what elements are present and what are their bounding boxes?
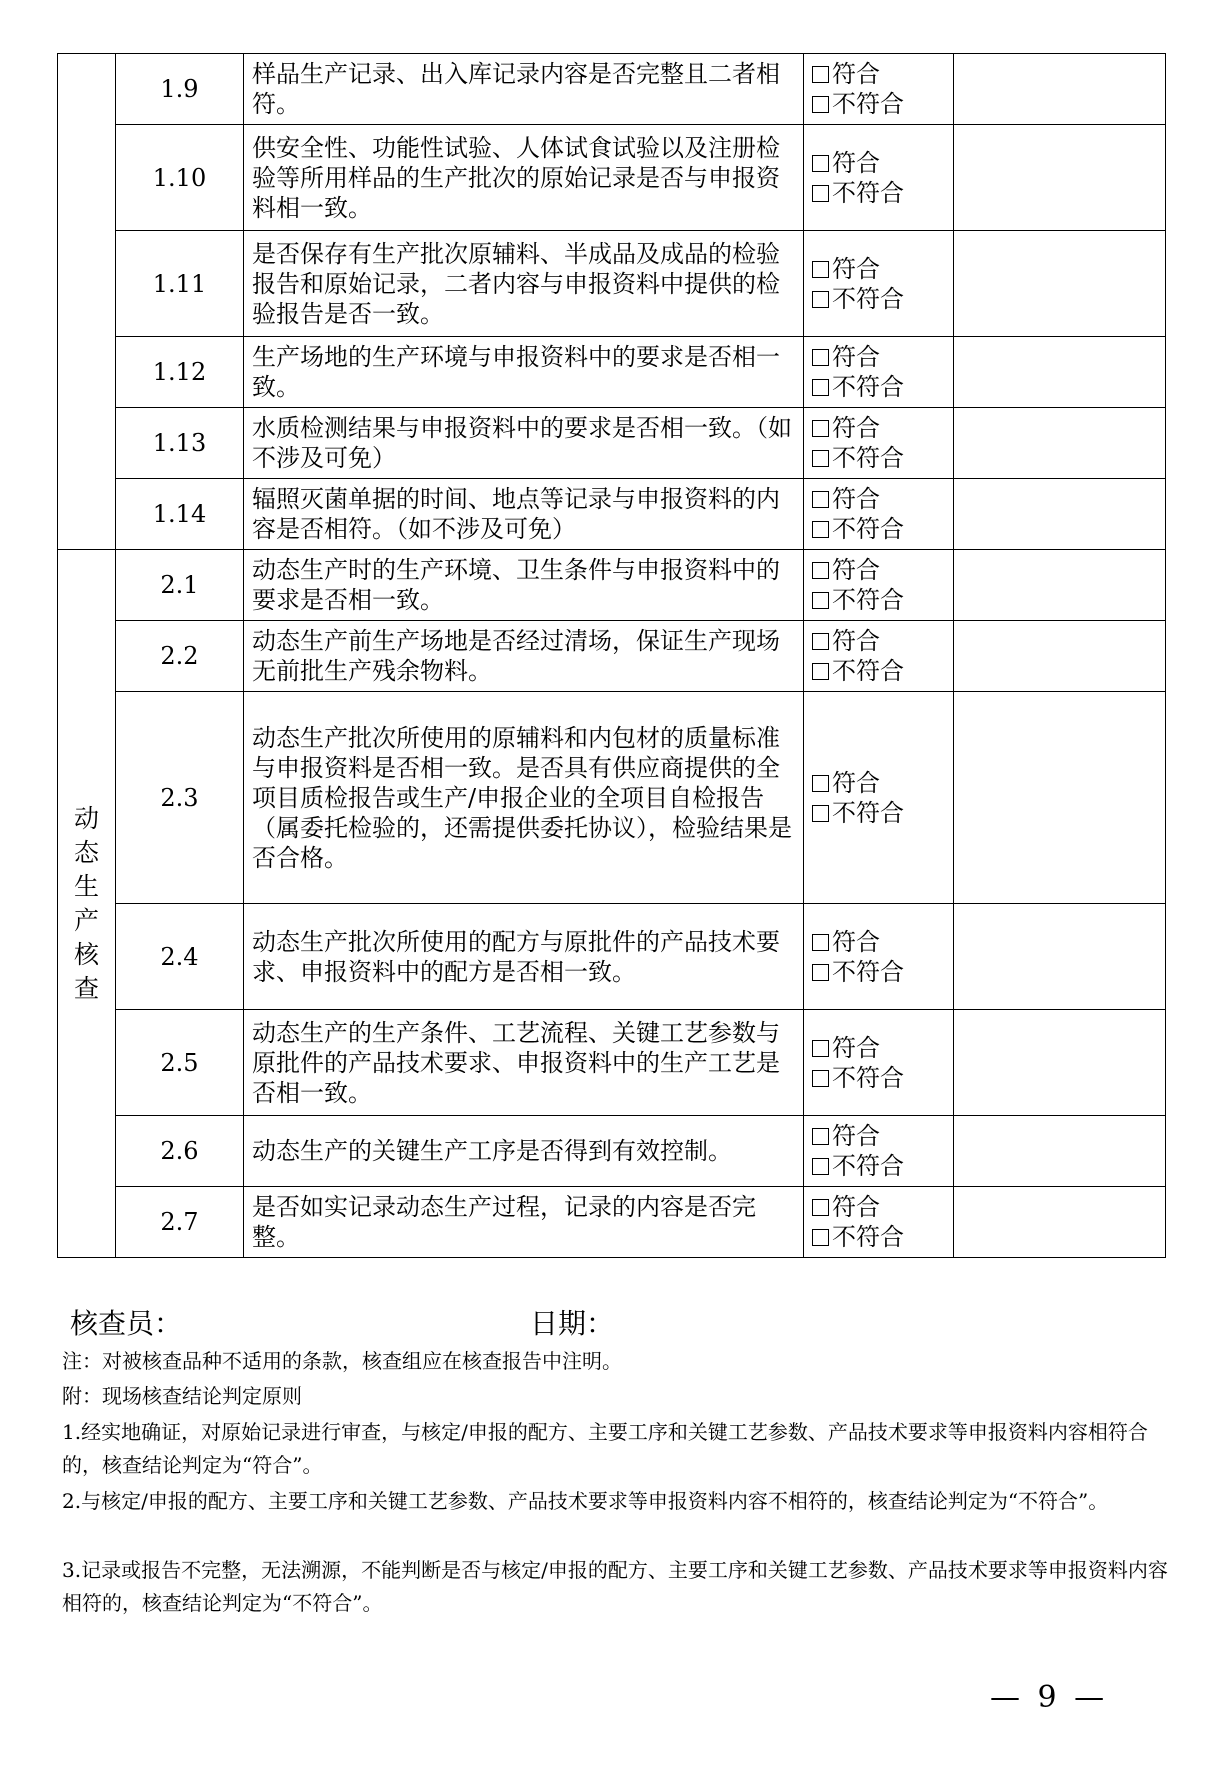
item-description: 动态生产的生产条件、工艺流程、关键工艺参数与原批件的产品技术要求、申报资料中的生产工艺是否相一致。 — [244, 1010, 804, 1116]
result-options — [804, 550, 954, 621]
item-description: 是否如实记录动态生产过程，记录的内容是否完整。 — [244, 1187, 804, 1258]
nonconform-checkbox[interactable] — [812, 372, 945, 402]
conform-checkbox[interactable] — [812, 59, 945, 89]
table-row — [58, 479, 1166, 550]
table-row — [58, 408, 1166, 479]
result-options — [804, 1187, 954, 1258]
checkbox-square-icon[interactable] — [812, 291, 829, 308]
note-5: 3.记录或报告不完整，无法溯源，不能判断是否与核定/申报的配方、主要工序和关键工艺参数、产品技术要求等申报资料内容相符的，核查结论判定为“不符合”。 — [62, 1558, 1168, 1615]
result-options — [804, 904, 954, 1010]
checkbox-square-icon[interactable] — [812, 1040, 829, 1057]
remark-cell[interactable] — [954, 231, 1166, 337]
checkbox-square-icon[interactable] — [812, 775, 829, 792]
checkbox-square-icon[interactable] — [812, 155, 829, 172]
section-2-title — [58, 550, 116, 1258]
result-options — [804, 408, 954, 479]
checkbox-square-icon[interactable] — [812, 1199, 829, 1216]
nonconform-label: 不符合 — [832, 586, 904, 614]
section-2-vertical-text — [74, 802, 100, 1006]
nonconform-label: 不符合 — [832, 90, 904, 118]
checkbox-square-icon[interactable] — [812, 261, 829, 278]
item-number: 1.10 — [116, 125, 244, 231]
result-options — [804, 125, 954, 231]
remark-cell[interactable] — [954, 408, 1166, 479]
item-description: 动态生产时的生产环境、卫生条件与申报资料中的要求是否相一致。 — [244, 550, 804, 621]
section-2-char: 产 — [73, 905, 99, 935]
remark-cell[interactable] — [954, 54, 1166, 125]
note-1: 注：对被核查品种不适用的条款，核查组应在核查报告中注明。 — [62, 1349, 622, 1373]
nonconform-checkbox[interactable] — [812, 1063, 945, 1093]
checkbox-square-icon[interactable] — [812, 521, 829, 538]
section-2-char: 态 — [73, 837, 99, 867]
item-description: 生产场地的生产环境与申报资料中的要求是否相一致。 — [244, 337, 804, 408]
inspector-label: 核查员： — [70, 1307, 183, 1340]
checkbox-square-icon[interactable] — [812, 562, 829, 579]
conform-checkbox[interactable] — [812, 555, 945, 585]
nonconform-label: 不符合 — [832, 373, 904, 401]
nonconform-label: 不符合 — [832, 1223, 904, 1251]
nonconform-checkbox[interactable] — [812, 514, 945, 544]
checkbox-square-icon[interactable] — [812, 934, 829, 951]
item-description: 动态生产前生产场地是否经过清场，保证生产现场无前批生产残余物料。 — [244, 621, 804, 692]
note-4: 2.与核定/申报的配方、主要工序和关键工艺参数、产品技术要求等申报资料内容不相符的，核查结论判定为“不符合”。 — [62, 1489, 1109, 1513]
remark-cell[interactable] — [954, 621, 1166, 692]
item-description: 动态生产批次所使用的原辅料和内包材的质量标准与申报资料是否相一致。是否具有供应商提供的全项目质检报告或生产/申报企业的全项目自检报告（属委托检验的，还需提供委托协议），检验结果是否合格。 — [244, 692, 804, 904]
item-description: 水质检测结果与申报资料中的要求是否相一致。（如不涉及可免） — [244, 408, 804, 479]
table-row — [58, 692, 1166, 904]
table-row — [58, 54, 1166, 125]
conform-checkbox[interactable] — [812, 342, 945, 372]
remark-cell[interactable] — [954, 1187, 1166, 1258]
nonconform-checkbox[interactable] — [812, 284, 945, 314]
checkbox-square-icon[interactable] — [812, 633, 829, 650]
conform-checkbox[interactable] — [812, 1192, 945, 1222]
nonconform-checkbox[interactable] — [812, 957, 945, 987]
item-number: 2.3 — [116, 692, 244, 904]
item-description: 动态生产批次所使用的配方与原批件的产品技术要求、申报资料中的配方是否相一致。 — [244, 904, 804, 1010]
conform-label: 符合 — [832, 60, 880, 88]
conform-label: 符合 — [832, 627, 880, 655]
checkbox-square-icon[interactable] — [812, 592, 829, 609]
result-options — [804, 231, 954, 337]
checkbox-square-icon[interactable] — [812, 663, 829, 680]
conform-label: 符合 — [832, 485, 880, 513]
result-options — [804, 1010, 954, 1116]
checkbox-square-icon[interactable] — [812, 805, 829, 822]
checkbox-square-icon[interactable] — [812, 1158, 829, 1175]
note-2: 附：现场核查结论判定原则 — [62, 1384, 302, 1408]
item-number: 1.9 — [116, 54, 244, 125]
conform-checkbox[interactable] — [812, 768, 945, 798]
checkbox-square-icon[interactable] — [812, 185, 829, 202]
checkbox-square-icon[interactable] — [812, 66, 829, 83]
nonconform-checkbox[interactable] — [812, 1222, 945, 1252]
result-options — [804, 337, 954, 408]
checkbox-square-icon[interactable] — [812, 1128, 829, 1145]
item-number: 1.12 — [116, 337, 244, 408]
remark-cell[interactable] — [954, 479, 1166, 550]
nonconform-checkbox[interactable] — [812, 89, 945, 119]
conform-label: 符合 — [832, 927, 880, 956]
checkbox-square-icon[interactable] — [812, 96, 829, 113]
item-number: 1.13 — [116, 408, 244, 479]
item-number: 2.4 — [116, 904, 244, 1010]
conform-label: 符合 — [832, 254, 880, 283]
checkbox-square-icon[interactable] — [812, 1070, 829, 1087]
checkbox-square-icon[interactable] — [812, 450, 829, 467]
nonconform-label: 不符合 — [832, 1152, 904, 1180]
conform-checkbox[interactable] — [812, 927, 945, 957]
remark-cell[interactable] — [954, 1116, 1166, 1187]
remark-cell[interactable] — [954, 692, 1166, 904]
nonconform-label: 不符合 — [832, 178, 904, 207]
nonconform-checkbox[interactable] — [812, 178, 945, 208]
table-row — [58, 550, 1166, 621]
remark-cell[interactable] — [954, 904, 1166, 1010]
item-number: 2.6 — [116, 1116, 244, 1187]
section-1-cell — [58, 54, 116, 550]
conform-checkbox[interactable] — [812, 626, 945, 656]
nonconform-checkbox[interactable] — [812, 443, 945, 473]
table-row — [58, 125, 1166, 231]
item-description: 动态生产的关键生产工序是否得到有效控制。 — [244, 1116, 804, 1187]
result-options — [804, 479, 954, 550]
result-options — [804, 621, 954, 692]
item-description: 供安全性、功能性试验、人体试食试验以及注册检验等所用样品的生产批次的原始记录是否与申报资料相一致。 — [244, 125, 804, 231]
remark-cell[interactable] — [954, 550, 1166, 621]
nonconform-label: 不符合 — [832, 515, 904, 543]
table-row — [58, 621, 1166, 692]
item-description: 样品生产记录、出入库记录内容是否完整且二者相符。 — [244, 54, 804, 125]
item-description: 是否保存有生产批次原辅料、半成品及成品的检验报告和原始记录，二者内容与申报资料中提供的检验报告是否一致。 — [244, 231, 804, 337]
table-row — [58, 337, 1166, 408]
nonconform-checkbox[interactable] — [812, 585, 945, 615]
item-number: 2.7 — [116, 1187, 244, 1258]
nonconform-label: 不符合 — [832, 798, 904, 827]
table-row — [58, 1116, 1166, 1187]
section-2-char: 生 — [73, 871, 99, 901]
conform-label: 符合 — [832, 148, 880, 177]
nonconform-label: 不符合 — [832, 957, 904, 986]
checkbox-square-icon[interactable] — [812, 420, 829, 437]
table-row — [58, 1187, 1166, 1258]
conform-checkbox[interactable] — [812, 1121, 945, 1151]
table-row — [58, 231, 1166, 337]
note-3: 1.经实地确证，对原始记录进行审查，与核定/申报的配方、主要工序和关键工艺参数、产品技术要求等申报资料内容相符合的，核查结论判定为“符合”。 — [62, 1420, 1148, 1477]
item-number: 2.2 — [116, 621, 244, 692]
conform-checkbox[interactable] — [812, 484, 945, 514]
remark-cell[interactable] — [954, 1010, 1166, 1116]
nonconform-label: 不符合 — [832, 284, 904, 313]
section-2-char: 查 — [73, 973, 99, 1003]
nonconform-label: 不符合 — [832, 444, 904, 472]
checkbox-square-icon[interactable] — [812, 349, 829, 366]
conform-label: 符合 — [832, 1033, 880, 1062]
checkbox-square-icon[interactable] — [812, 964, 829, 981]
inspection-table — [57, 53, 1166, 1258]
item-number: 1.11 — [116, 231, 244, 337]
result-options — [804, 1116, 954, 1187]
conform-label: 符合 — [832, 768, 880, 797]
conform-label: 符合 — [832, 1122, 880, 1150]
remark-cell[interactable] — [954, 125, 1166, 231]
section-2-char: 动 — [73, 803, 99, 833]
item-number: 2.5 — [116, 1010, 244, 1116]
conform-label: 符合 — [832, 1193, 880, 1221]
page-number: — 9 — — [990, 1680, 1109, 1715]
conform-label: 符合 — [832, 556, 880, 584]
table-row — [58, 904, 1166, 1010]
remark-cell[interactable] — [954, 337, 1166, 408]
conform-checkbox[interactable] — [812, 1033, 945, 1063]
signature-line — [70, 1302, 615, 1342]
result-options — [804, 692, 954, 904]
date-label: 日期： — [530, 1307, 615, 1340]
table-row — [58, 1010, 1166, 1116]
nonconform-checkbox[interactable] — [812, 656, 945, 686]
checkbox-square-icon[interactable] — [812, 1229, 829, 1246]
checkbox-square-icon[interactable] — [812, 491, 829, 508]
section-2-char: 核 — [73, 939, 99, 969]
item-description: 辐照灭菌单据的时间、地点等记录与申报资料的内容是否相符。（如不涉及可免） — [244, 479, 804, 550]
conform-checkbox[interactable] — [812, 254, 945, 284]
conform-checkbox[interactable] — [812, 148, 945, 178]
result-options — [804, 54, 954, 125]
conform-label: 符合 — [832, 343, 880, 371]
checkbox-square-icon[interactable] — [812, 379, 829, 396]
conform-label: 符合 — [832, 414, 880, 442]
nonconform-checkbox[interactable] — [812, 1151, 945, 1181]
item-number: 1.14 — [116, 479, 244, 550]
nonconform-checkbox[interactable] — [812, 798, 945, 828]
item-number: 2.1 — [116, 550, 244, 621]
nonconform-label: 不符合 — [832, 1063, 904, 1092]
conform-checkbox[interactable] — [812, 413, 945, 443]
nonconform-label: 不符合 — [832, 657, 904, 685]
